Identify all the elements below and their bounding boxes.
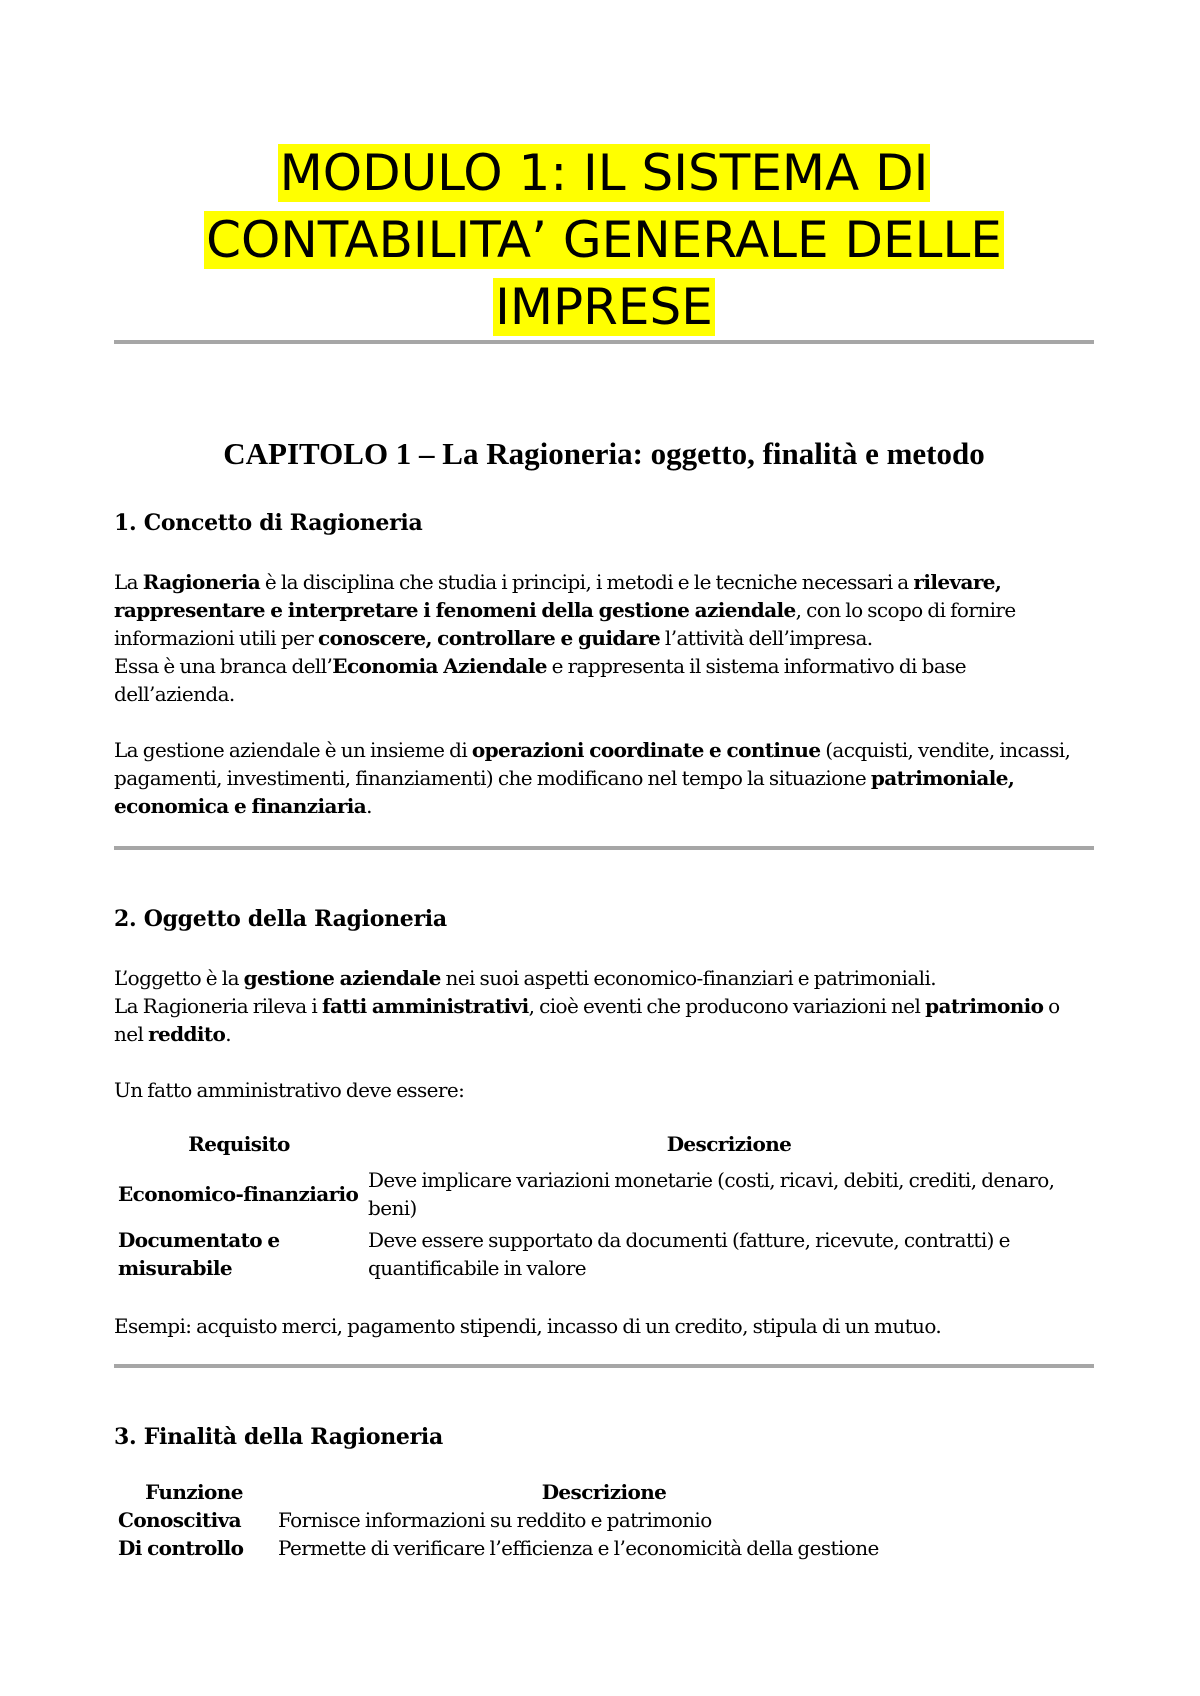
chapter-title: CAPITOLO 1 – La Ragioneria: oggetto, finalità e metodo: [223, 436, 985, 471]
horizontal-rule: [114, 340, 1094, 344]
main-title-line-1: MODULO 1: IL SISTEMA DI: [279, 144, 929, 202]
section-heading-1: 1. Concetto di Ragioneria: [114, 510, 423, 536]
table-cell-description: Deve essere supportato da documenti (fatture, ricevute, contratti) e quantificabile in valore: [368, 1228, 1010, 1280]
table-row: [114, 1164, 1094, 1224]
main-title-line-3: IMPRESE: [495, 278, 713, 336]
requirements-table: [114, 1130, 1094, 1284]
table-row: [114, 1534, 934, 1562]
section2-paragraph-1: L’oggetto è la gestione aziendale nei suoi aspetti economico-finanziari e patrimoniali. La Ragioneria rileva i fatti amministrativi, cioè eventi che producono variazioni nel patrimonio o nel reddito.: [114, 966, 1060, 1046]
horizontal-rule: [114, 1364, 1094, 1368]
section1-paragraph-2: La gestione aziendale è un insieme di operazioni coordinate e continue (acquisti, vendite, incassi, pagamenti, investimenti, finanziamenti) che modificano nel tempo la situazione patrimoniale, economica e finanziaria.: [114, 738, 1071, 818]
table-cell-label: Documentato e misurabile: [118, 1228, 280, 1280]
table-row: [114, 1506, 934, 1534]
table-cell-description: Deve implicare variazioni monetarie (costi, ricavi, debiti, crediti, denaro, beni): [368, 1168, 1055, 1220]
main-title: [114, 140, 1094, 341]
functions-table: [114, 1478, 934, 1562]
table-header-row: [114, 1130, 1094, 1164]
table-cell-label: Di controllo: [118, 1536, 244, 1560]
section2-paragraph-2: Un fatto amministrativo deve essere:: [114, 1078, 465, 1102]
table-header: Requisito: [188, 1132, 290, 1156]
main-title-line-2: CONTABILITA’ GENERALE DELLE: [206, 211, 1002, 269]
table-header: Descrizione: [541, 1480, 667, 1504]
table-cell-description: Fornisce informazioni su reddito e patrimonio: [278, 1508, 712, 1532]
section-heading-2: 2. Oggetto della Ragioneria: [114, 906, 447, 932]
horizontal-rule: [114, 846, 1094, 850]
table-cell-label: Economico-finanziario: [118, 1182, 359, 1206]
section-heading-3: 3. Finalità della Ragioneria: [114, 1424, 443, 1450]
section2-examples: Esempi: acquisto merci, pagamento stipendi, incasso di un credito, stipula di un mutuo.: [114, 1314, 942, 1338]
table-cell-label: Conoscitiva: [118, 1508, 241, 1532]
table-header-row: [114, 1478, 934, 1506]
section1-paragraph-1: La Ragioneria è la disciplina che studia i principi, i metodi e le tecniche necessari a rilevare, rappresentare e interpretare i fenomeni della gestione aziendale, con lo scopo di fornire informazioni utili per conoscere, controllare e guidare l’attività dell’impresa. Essa è una branca dell’Economia Aziendale e rappresenta il sistema informativo di base dell’azienda.: [114, 570, 1016, 706]
table-header: Funzione: [145, 1480, 243, 1504]
table-cell-description: Permette di verificare l’efficienza e l’economicità della gestione: [278, 1536, 879, 1560]
table-header: Descrizione: [666, 1132, 792, 1156]
table-row: [114, 1224, 1094, 1284]
